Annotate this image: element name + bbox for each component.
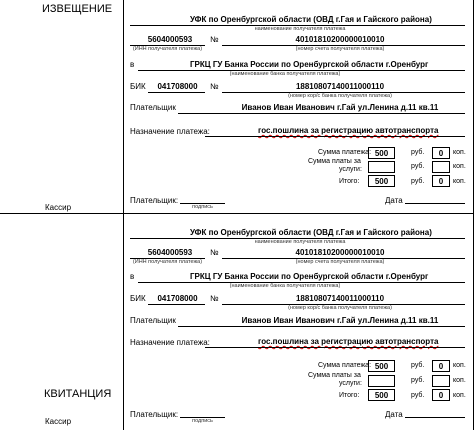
- payer-underline: [178, 326, 465, 327]
- fee-kop: коп.: [453, 377, 466, 384]
- fee-rub: руб.: [411, 377, 425, 384]
- inn-hint: (ИНН получателя платежа): [132, 259, 203, 265]
- corr-hint: (номер кор/с банка получателя платежа): [288, 305, 392, 311]
- account-hint: (номер счета получателя платежа): [295, 259, 385, 265]
- sum-kop-value: 0: [432, 360, 450, 372]
- notice-title: ИЗВЕЩЕНИЕ: [42, 3, 113, 15]
- total-label: Итого:: [339, 392, 360, 399]
- receipt-title: КВИТАНЦИЯ: [44, 388, 112, 400]
- total-kop: коп.: [453, 392, 466, 399]
- signature-hint: подпись: [192, 204, 213, 210]
- total-label: Итого:: [339, 178, 360, 185]
- purpose-underline: [205, 136, 465, 137]
- bik-label: БИК: [130, 82, 146, 91]
- payer-value: Иванов Иван Иванович г.Гай ул.Ленина д.11 кв.11: [241, 316, 439, 325]
- sum-rub: руб.: [411, 149, 425, 156]
- inn-value: 5604000593: [147, 248, 193, 257]
- bik-value: 041708000: [157, 82, 198, 91]
- account-hint: (номер счета получателя платежа): [295, 46, 385, 52]
- fee-label-1: Сумма платы за: [308, 158, 361, 165]
- bik-underline: [148, 304, 205, 305]
- sum-value: 500: [368, 147, 395, 159]
- sum-rub: руб.: [411, 362, 425, 369]
- date-label: Дата: [385, 410, 403, 419]
- recipient-hint: наименование получателя платежа: [254, 26, 346, 32]
- recipient-hint: наименование получателя платежа: [254, 239, 346, 245]
- sum-kop: коп.: [453, 362, 466, 369]
- purpose-label: Назначение платежа:: [130, 127, 210, 136]
- payer-underline: [178, 113, 465, 114]
- total-kop-value: 0: [432, 175, 450, 187]
- in-label: в: [130, 60, 135, 69]
- bik-label: БИК: [130, 294, 146, 303]
- recipient-name: УФК по Оренбургской области (ОВД г.Гая и Гайского района): [190, 15, 432, 24]
- corr-account-value: 18810807140011000110: [295, 294, 385, 303]
- signature-hint: подпись: [192, 418, 213, 424]
- payer-label: Плательщик: [130, 316, 176, 325]
- account-value: 40101810200000010010: [295, 35, 385, 44]
- bik-underline: [148, 92, 205, 93]
- fee-label-2: услуги:: [339, 166, 362, 173]
- fee-value: [368, 375, 395, 387]
- bank-name: ГРКЦ ГУ Банка России по Оренбургской области г.Оренбург: [190, 272, 429, 281]
- corr-hint: (номер кор/с банка получателя платежа): [288, 93, 392, 99]
- column-divider: [123, 0, 124, 430]
- total-rub: руб.: [411, 178, 425, 185]
- total-value: 500: [368, 389, 395, 401]
- purpose-label: Назначение платежа:: [130, 338, 210, 347]
- cashier-label: Кассир: [45, 417, 72, 426]
- cashier-label: Кассир: [45, 203, 72, 212]
- date-underline: [405, 417, 465, 418]
- fee-label-1: Сумма платы за: [308, 372, 361, 379]
- fee-kop-value: [432, 375, 450, 387]
- purpose-value: [258, 126, 438, 135]
- total-kop-value: 0: [432, 389, 450, 401]
- signature-label: Плательщик:: [130, 410, 179, 419]
- total-value: 500: [368, 175, 395, 187]
- section-divider: [0, 213, 474, 214]
- corr-num-sign: №: [210, 294, 219, 303]
- bik-value: 041708000: [157, 294, 198, 303]
- sum-label: Сумма платежа:: [318, 362, 372, 369]
- signature-label: Плательщик:: [130, 196, 179, 205]
- date-label: Дата: [385, 196, 403, 205]
- in-label: в: [130, 272, 135, 281]
- sum-kop-value: 0: [432, 147, 450, 159]
- account-num-sign: №: [210, 35, 219, 44]
- date-underline: [405, 203, 465, 204]
- fee-kop-value: [432, 161, 450, 173]
- purpose-value: [258, 337, 438, 346]
- corr-num-sign: №: [210, 82, 219, 91]
- purpose-text: гос.пошлина за регистрацию автотранспорта: [258, 337, 439, 346]
- corr-account-value: 18810807140011000110: [295, 82, 385, 91]
- fee-value: [368, 161, 395, 173]
- inn-hint: (ИНН получателя платежа): [132, 46, 203, 52]
- purpose-text: гос.пошлина за регистрацию автотранспорта: [258, 126, 439, 135]
- recipient-name: УФК по Оренбургской области (ОВД г.Гая и Гайского района): [190, 228, 432, 237]
- account-num-sign: №: [210, 248, 219, 257]
- inn-value: 5604000593: [147, 35, 193, 44]
- fee-rub: руб.: [411, 163, 425, 170]
- payer-value: Иванов Иван Иванович г.Гай ул.Ленина д.11 кв.11: [241, 103, 439, 112]
- sum-kop: коп.: [453, 149, 466, 156]
- purpose-underline: [205, 347, 465, 348]
- payer-label: Плательщик: [130, 103, 176, 112]
- total-rub: руб.: [411, 392, 425, 399]
- bank-hint: (наименование банка получателя платежа): [229, 71, 341, 77]
- account-value: 40101810200000010010: [295, 248, 385, 257]
- sum-value: 500: [368, 360, 395, 372]
- bank-name: ГРКЦ ГУ Банка России по Оренбургской области г.Оренбург: [190, 60, 429, 69]
- bank-hint: (наименование банка получателя платежа): [229, 283, 341, 289]
- total-kop: коп.: [453, 178, 466, 185]
- fee-label-2: услуги:: [339, 380, 362, 387]
- sum-label: Сумма платежа:: [318, 149, 372, 156]
- fee-kop: коп.: [453, 163, 466, 170]
